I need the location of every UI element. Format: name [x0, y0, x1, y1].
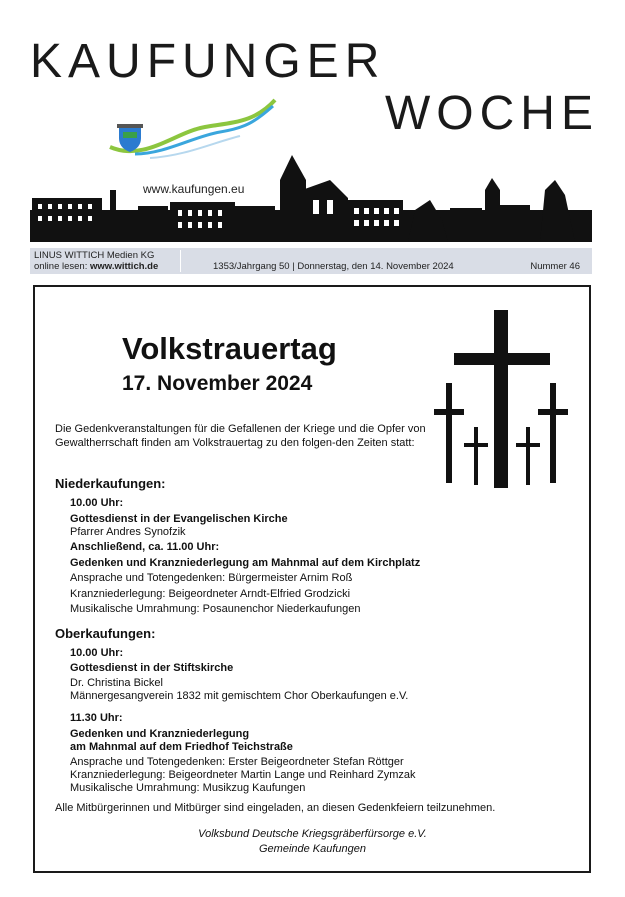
issue-details: 1353/Jahrgang 50 | Donnerstag, den 14. November 2024	[213, 261, 454, 272]
ober-time-2: 11.30 Uhr:	[70, 712, 123, 724]
ober-detail-3: Musikalische Umrahmung: Musikzug Kaufungen	[70, 782, 306, 794]
website-url: www.kaufungen.eu	[143, 182, 245, 196]
ober-person-2: Männergesangverein 1832 mit gemischtem Chor Oberkaufungen e.V.	[70, 690, 409, 702]
nieder-person-1: Pfarrer Andres Synofzik	[70, 526, 186, 538]
article-headline: Volkstrauertag	[122, 331, 337, 366]
article-date: 17. November 2024	[122, 372, 313, 395]
ober-person-1: Dr. Christina Bickel	[70, 677, 163, 689]
town-skyline-illustration	[30, 150, 592, 242]
ober-detail-1: Ansprache und Totengedenken: Erster Beigeordneter Stefan Röttger	[70, 756, 404, 768]
online-url-link[interactable]: www.wittich.de	[90, 261, 159, 272]
issue-number: Nummer 46	[530, 261, 580, 272]
ober-event-2b: am Mahnmal auf dem Friedhof Teichstraße	[70, 741, 293, 753]
nieder-detail-1: Ansprache und Totengedenken: Bürgermeister Arnim Roß	[70, 572, 353, 584]
section-title-niederkaufungen: Niederkaufungen:	[55, 476, 166, 491]
nieder-event-2: Gedenken und Kranzniederlegung am Mahnmal auf dem Kirchplatz	[70, 557, 421, 569]
publisher-block	[34, 250, 158, 272]
online-label: online lesen:	[34, 261, 88, 272]
nieder-time-2: Anschließend, ca. 11.00 Uhr:	[70, 541, 220, 553]
infobar-divider	[180, 250, 181, 272]
nieder-event-1: Gottesdienst in der Evangelischen Kirche	[70, 513, 288, 525]
ober-event-1: Gottesdienst in der Stiftskirche	[70, 662, 234, 674]
nieder-detail-3: Musikalische Umrahmung: Posaunenchor Niederkaufungen	[70, 603, 361, 615]
online-line	[34, 261, 158, 272]
nieder-time-1: 10.00 Uhr:	[70, 497, 124, 509]
masthead-title-line2: WOCHE	[385, 87, 599, 140]
ober-time-1: 10.00 Uhr:	[70, 647, 124, 659]
nieder-detail-2: Kranzniederlegung: Beigeordneter Arndt-Elfried Grodzicki	[70, 588, 351, 600]
closing-invitation: Alle Mitbürgerinnen und Mitbürger sind eingeladen, an diesen Gedenkfeiern teilzunehmen.	[55, 802, 496, 814]
ober-detail-2: Kranzniederlegung: Beigeordneter Martin Lange und Reinhard Zymzak	[70, 769, 416, 781]
issue-info-bar	[30, 248, 592, 274]
ober-event-2a: Gedenken und Kranzniederlegung	[70, 728, 250, 740]
section-title-oberkaufungen: Oberkaufungen:	[55, 626, 156, 641]
signature-volksbund: Volksbund Deutsche Kriegsgräberfürsorge e.V.	[198, 828, 427, 840]
crest-shield-icon	[117, 124, 143, 152]
article-intro: Die Gedenkveranstaltungen für die Gefallenen der Kriege und die Opfer von Gewaltherrschaft finden am Volkstrauertag zu den folgen-den Zeiten statt:	[55, 423, 426, 449]
signature-gemeinde: Gemeinde Kaufungen	[258, 843, 367, 855]
masthead-title-line1: KAUFUNGER	[30, 35, 386, 88]
three-crosses-icon	[432, 305, 572, 490]
publisher-name: LINUS WITTICH Medien KG	[34, 250, 155, 261]
